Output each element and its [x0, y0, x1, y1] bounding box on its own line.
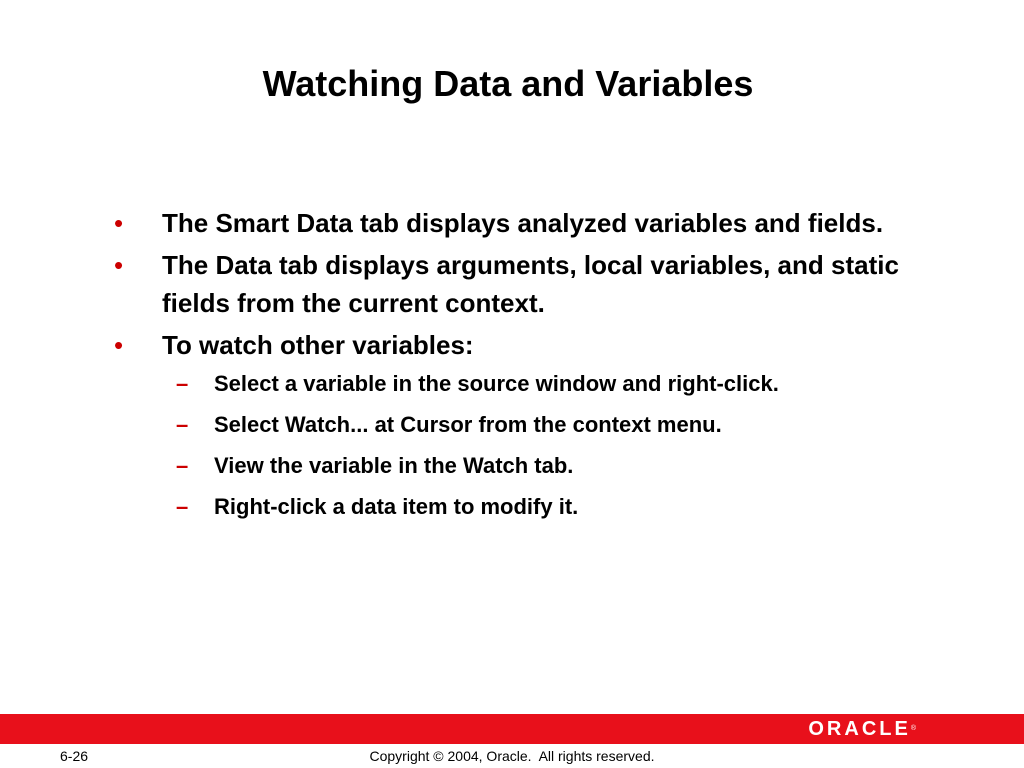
- bullet-item: [112, 246, 912, 322]
- bullet-text: To watch other variables:: [162, 330, 474, 360]
- sub-bullet-text: View the variable in the Watch tab.: [214, 453, 574, 478]
- sub-bullet-item: [112, 409, 814, 441]
- footer-band: [0, 714, 1024, 744]
- sub-bullet-item: [112, 450, 814, 482]
- sub-bullet-text: Select Watch... at Cursor from the context menu.: [214, 412, 722, 437]
- sub-bullet-item: [112, 368, 814, 400]
- oracle-logo: [808, 719, 916, 739]
- dash-marker: –: [176, 412, 189, 437]
- sub-bullet-text: Right-click a data item to modify it.: [214, 494, 579, 519]
- dash-marker: –: [176, 494, 189, 519]
- bullet-text: The Smart Data tab displays analyzed variables and fields.: [162, 208, 884, 238]
- bullet-marker: •: [114, 208, 124, 238]
- sub-bullet-item: [112, 491, 814, 523]
- bullet-marker: •: [114, 330, 124, 360]
- registered-mark: ®: [910, 725, 916, 732]
- bullet-item: [112, 326, 912, 364]
- dash-marker: –: [176, 453, 189, 478]
- bullet-item: [112, 204, 912, 242]
- bullet-list: [112, 204, 912, 532]
- copyright-notice: Copyright © 2004, Oracle. All rights reserved.: [369, 748, 655, 764]
- bullet-text: The Data tab displays arguments, local variables, and static fields from the current context.: [162, 250, 899, 318]
- sub-bullet-group: [112, 368, 912, 523]
- dash-marker: –: [176, 371, 189, 396]
- page-number: 6-26: [60, 748, 89, 764]
- logo-text: ORACLE: [808, 718, 911, 740]
- sub-bullet-text: Select a variable in the source window and right-click.: [214, 371, 779, 396]
- slide-title: Watching Data and Variables: [262, 63, 754, 104]
- sub-bullet-list: [112, 368, 912, 523]
- bullet-marker: •: [114, 250, 124, 280]
